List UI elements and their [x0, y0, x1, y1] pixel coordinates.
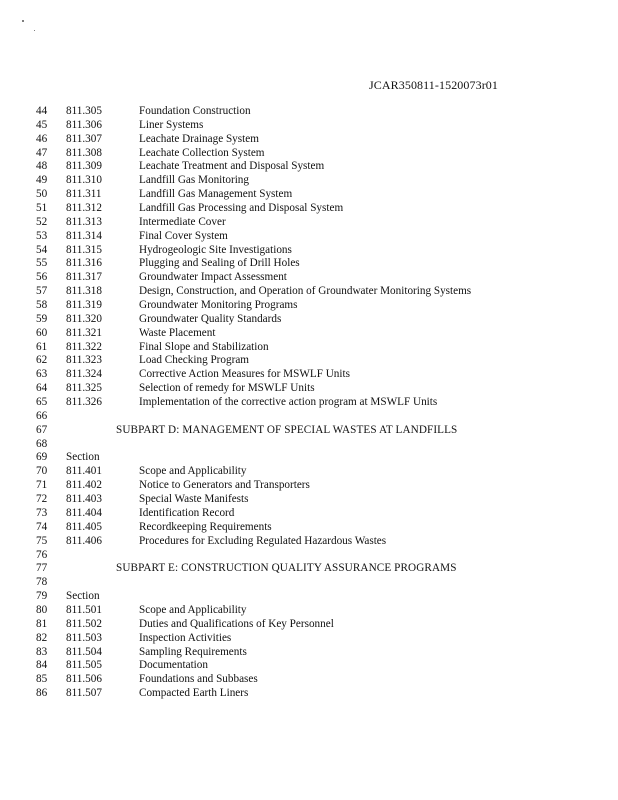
line-number: 81	[36, 617, 48, 630]
section-title: Documentation	[139, 659, 208, 672]
section-entry	[36, 493, 596, 507]
line-number: 56	[36, 271, 48, 284]
line-number: 50	[36, 188, 48, 201]
line-number: 59	[36, 312, 48, 325]
subpart-heading: SUBPART D: MANAGEMENT OF SPECIAL WASTES AT LANDFILLS	[116, 423, 458, 436]
scan-speck	[34, 30, 35, 31]
section-title: Foundation Construction	[139, 105, 251, 117]
section-label-line	[36, 590, 596, 604]
section-title: Design, Construction, and Operation of Groundwater Monitoring Systems	[139, 285, 472, 298]
line-number: 71	[36, 479, 48, 492]
section-title: Final Cover System	[139, 229, 228, 242]
line-number: 49	[36, 174, 48, 187]
section-number: 811.501	[66, 603, 102, 616]
line-number: 79	[36, 590, 48, 603]
section-number: 811.404	[66, 506, 102, 519]
section-title: Groundwater Monitoring Programs	[139, 299, 298, 312]
section-title: Recordkeeping Requirements	[139, 520, 272, 533]
section-title: Leachate Treatment and Disposal System	[139, 160, 325, 173]
line-number: 62	[36, 354, 48, 367]
section-entry	[36, 341, 596, 355]
section-entry	[36, 174, 596, 188]
section-title: Plugging and Sealing of Drill Holes	[139, 257, 300, 270]
section-label: Section	[66, 451, 100, 464]
section-entry	[36, 632, 596, 646]
line-number: 80	[36, 603, 48, 616]
line-number: 53	[36, 229, 48, 242]
line-number: 46	[36, 132, 48, 145]
section-entry	[36, 465, 596, 479]
line-number: 73	[36, 506, 48, 519]
line-number: 84	[36, 659, 48, 672]
section-number: 811.403	[66, 493, 102, 506]
section-number: 811.313	[66, 215, 102, 228]
section-entry	[36, 618, 596, 632]
line-number: 85	[36, 673, 48, 686]
section-number: 811.504	[66, 645, 102, 658]
section-title: Compacted Earth Liners	[139, 687, 249, 700]
section-number: 811.309	[66, 160, 102, 173]
section-number: 811.319	[66, 299, 102, 312]
section-number: 811.311	[66, 188, 102, 201]
section-number: 811.320	[66, 312, 102, 325]
line-number: 66	[36, 409, 48, 422]
blank-line	[36, 438, 596, 452]
section-entry	[36, 507, 596, 521]
section-number: 811.318	[66, 285, 102, 298]
document-id: JCAR350811-1520073r01	[369, 78, 498, 92]
subpart-heading-line	[36, 424, 596, 438]
section-number: 811.306	[66, 118, 102, 131]
section-number: 811.314	[66, 229, 102, 242]
section-title: Leachate Collection System	[139, 146, 265, 159]
section-entry	[36, 105, 596, 119]
section-entry	[36, 368, 596, 382]
section-entry	[36, 299, 596, 313]
section-entry	[36, 147, 596, 161]
section-number: 811.506	[66, 673, 102, 686]
section-title: Leachate Drainage System	[139, 132, 259, 145]
line-number: 75	[36, 534, 48, 547]
section-number: 811.312	[66, 202, 102, 215]
line-number: 72	[36, 493, 48, 506]
line-number: 60	[36, 326, 48, 339]
section-number: 811.310	[66, 174, 102, 187]
section-label: Section	[66, 590, 100, 603]
section-number: 811.317	[66, 271, 102, 284]
section-number: 811.326	[66, 396, 102, 409]
subpart-heading: SUBPART E: CONSTRUCTION QUALITY ASSURANCE PROGRAMS	[116, 562, 457, 575]
section-title: Landfill Gas Processing and Disposal System	[139, 202, 344, 215]
section-entry	[36, 160, 596, 174]
line-number: 63	[36, 368, 48, 381]
section-title: Groundwater Quality Standards	[139, 312, 282, 325]
section-title: Corrective Action Measures for MSWLF Units	[139, 368, 350, 381]
line-number: 77	[36, 562, 48, 575]
section-title: Liner Systems	[139, 118, 204, 131]
section-title: Scope and Applicability	[139, 465, 247, 478]
section-title: Foundations and Subbases	[139, 673, 258, 686]
section-entry	[36, 327, 596, 341]
section-number: 811.507	[66, 687, 102, 700]
section-title: Sampling Requirements	[139, 645, 247, 658]
section-entry	[36, 188, 596, 202]
section-entry	[36, 257, 596, 271]
line-number: 70	[36, 465, 48, 478]
line-number: 65	[36, 396, 48, 409]
section-number: 811.405	[66, 520, 102, 533]
section-entry	[36, 659, 596, 673]
section-title: Identification Record	[139, 506, 235, 519]
section-number: 811.324	[66, 368, 102, 381]
section-title: Final Slope and Stabilization	[139, 340, 269, 353]
section-title: Groundwater Impact Assessment	[139, 271, 287, 284]
line-number: 44	[36, 105, 48, 117]
section-number: 811.322	[66, 340, 102, 353]
section-entry	[36, 382, 596, 396]
line-number: 76	[36, 548, 48, 561]
section-number: 811.325	[66, 382, 102, 395]
line-number: 78	[36, 576, 48, 589]
section-entry	[36, 133, 596, 147]
line-number: 74	[36, 520, 48, 533]
blank-line	[36, 549, 596, 563]
subpart-heading-line	[36, 562, 596, 576]
section-entry	[36, 271, 596, 285]
section-title: Landfill Gas Monitoring	[139, 174, 249, 187]
section-title: Waste Placement	[139, 326, 216, 339]
scan-specks	[20, 18, 40, 38]
section-number: 811.323	[66, 354, 102, 367]
section-entry	[36, 119, 596, 133]
section-number: 811.502	[66, 617, 102, 630]
section-entry	[36, 244, 596, 258]
section-title: Load Checking Program	[139, 354, 249, 367]
line-number: 68	[36, 437, 48, 450]
section-title: Inspection Activities	[139, 631, 232, 644]
line-number: 86	[36, 687, 48, 700]
section-entry	[36, 230, 596, 244]
section-entry	[36, 285, 596, 299]
section-title: Procedures for Excluding Regulated Hazardous Wastes	[139, 534, 387, 547]
section-title: Selection of remedy for MSWLF Units	[139, 382, 315, 395]
section-number: 811.505	[66, 659, 102, 672]
line-number: 45	[36, 118, 48, 131]
section-title: Intermediate Cover	[139, 215, 226, 228]
line-number: 61	[36, 340, 48, 353]
section-entry	[36, 313, 596, 327]
section-entry	[36, 646, 596, 660]
section-entry	[36, 396, 596, 410]
section-entry	[36, 604, 596, 618]
line-number: 58	[36, 299, 48, 312]
section-number: 811.401	[66, 465, 102, 478]
section-title: Implementation of the corrective action program at MSWLF Units	[139, 396, 438, 409]
section-title: Landfill Gas Management System	[139, 188, 293, 201]
section-title: Scope and Applicability	[139, 603, 247, 616]
line-number: 64	[36, 382, 48, 395]
section-entry	[36, 673, 596, 687]
line-number: 83	[36, 645, 48, 658]
section-title: Special Waste Manifests	[139, 493, 249, 506]
section-number: 811.305	[66, 105, 102, 117]
section-number: 811.321	[66, 326, 102, 339]
section-number: 811.308	[66, 146, 102, 159]
section-entry	[36, 535, 596, 549]
line-number: 54	[36, 243, 48, 256]
section-number: 811.315	[66, 243, 102, 256]
line-number: 52	[36, 215, 48, 228]
blank-line	[36, 576, 596, 590]
section-listing	[36, 105, 596, 701]
section-entry	[36, 216, 596, 230]
section-number: 811.402	[66, 479, 102, 492]
section-entry	[36, 687, 596, 701]
section-entry	[36, 521, 596, 535]
line-number: 55	[36, 257, 48, 270]
section-title: Duties and Qualifications of Key Personnel	[139, 617, 334, 630]
line-number: 82	[36, 631, 48, 644]
line-number: 69	[36, 451, 48, 464]
line-number: 51	[36, 202, 48, 215]
line-number: 67	[36, 423, 48, 436]
line-number: 47	[36, 146, 48, 159]
section-number: 811.503	[66, 631, 102, 644]
section-entry	[36, 354, 596, 368]
section-number: 811.307	[66, 132, 102, 145]
section-entry	[36, 479, 596, 493]
blank-line	[36, 410, 596, 424]
section-title: Hydrogeologic Site Investigations	[139, 243, 292, 256]
section-title: Notice to Generators and Transporters	[139, 479, 310, 492]
section-number: 811.406	[66, 534, 102, 547]
scan-speck	[22, 20, 24, 22]
section-number: 811.316	[66, 257, 102, 270]
section-label-line	[36, 451, 596, 465]
line-number: 57	[36, 285, 48, 298]
line-number: 48	[36, 160, 48, 173]
section-entry	[36, 202, 596, 216]
